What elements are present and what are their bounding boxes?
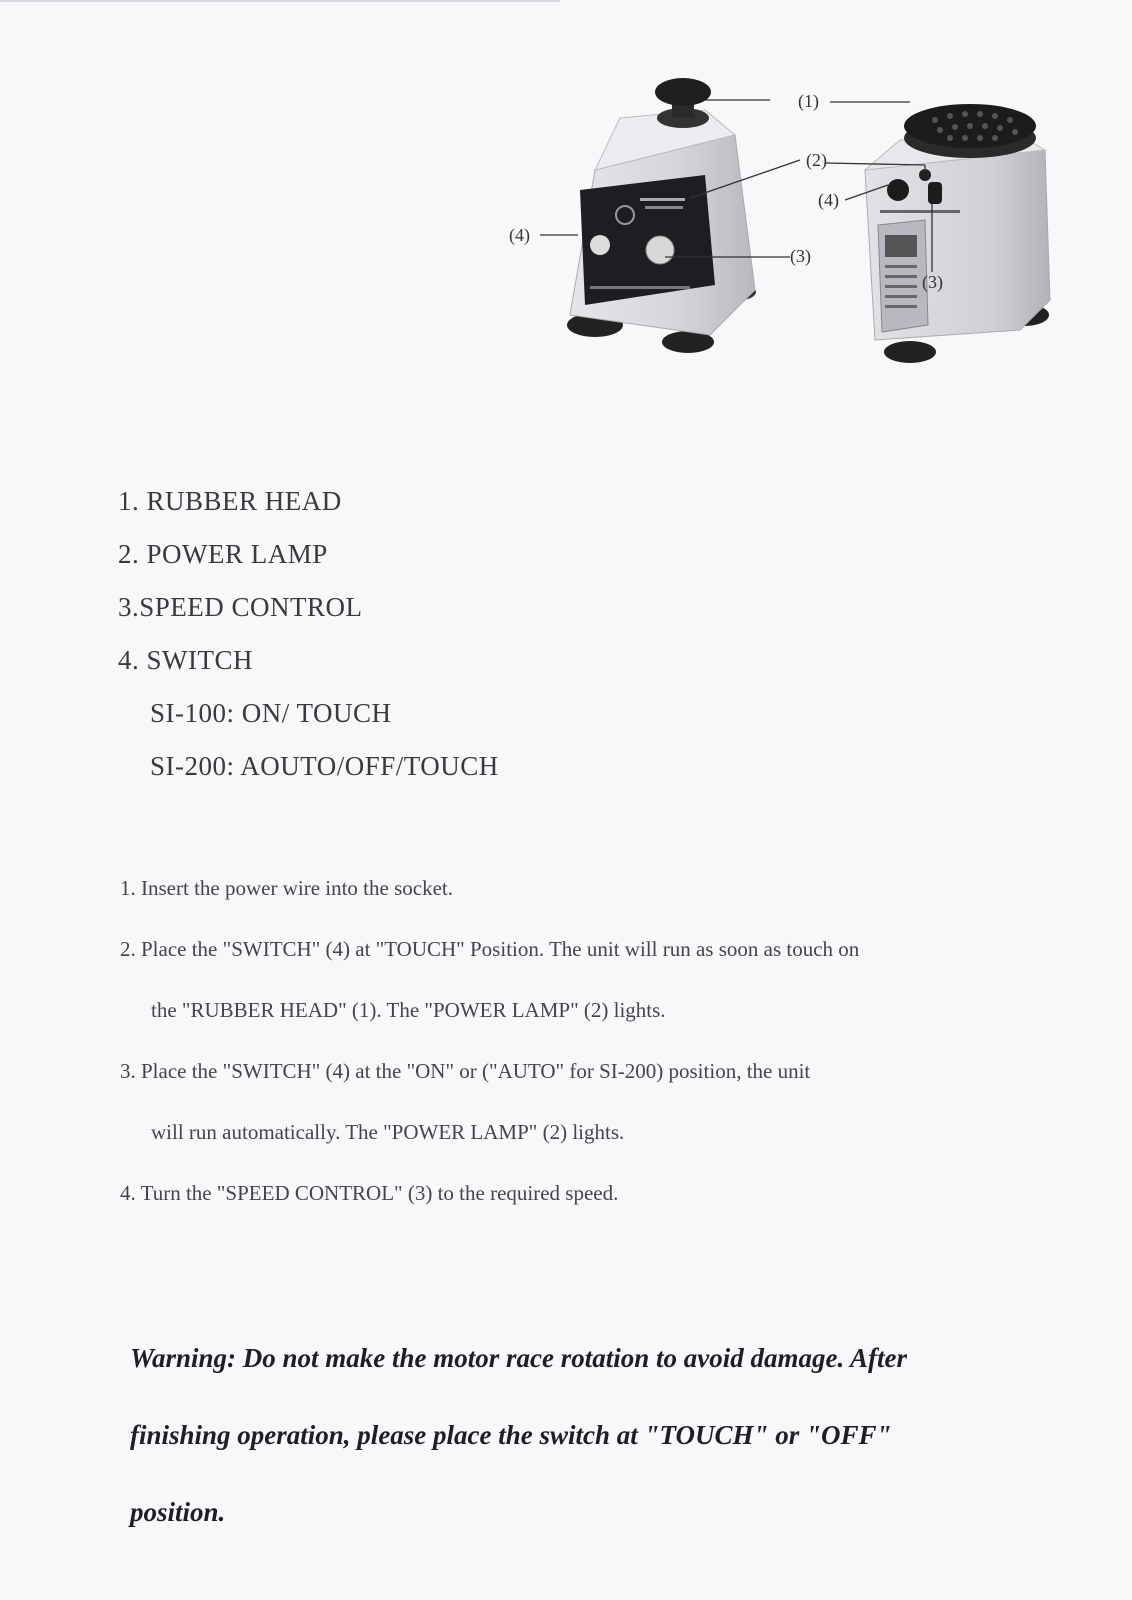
step-1: 1. Insert the power wire into the socket. (120, 876, 453, 900)
switch-si-200: SI-200: AOUTO/OFF/TOUCH (150, 751, 499, 781)
panel-label (645, 206, 683, 209)
step-2: 2. Place the "SWITCH" (4) at "TOUCH" Position. The unit will run as soon as touch on (120, 937, 860, 961)
si-200-unit (865, 104, 1050, 363)
panel-label (640, 198, 685, 201)
label-line (885, 295, 917, 298)
si-100-unit (567, 78, 756, 353)
callout-3-left: (3) (790, 246, 811, 266)
label-line (885, 305, 917, 308)
part-speed-control: 3.SPEED CONTROL (118, 592, 363, 622)
switch-si-100: SI-100: ON/ TOUCH (150, 698, 392, 728)
callout-4-right: (4) (818, 190, 839, 210)
step-3: 3. Place the "SWITCH" (4) at the "ON" or ("AUTO" for SI-200) position, the unit (120, 1059, 811, 1083)
warning-line: position. (130, 1497, 226, 1527)
warning-line: finishing operation, please place the switch at "TOUCH" or "OFF" (130, 1420, 892, 1450)
warning-note (130, 1320, 1090, 1551)
step-4: 4. Turn the "SPEED CONTROL" (3) to the required speed. (120, 1181, 619, 1205)
callout-3-right: (3) (922, 272, 943, 292)
switch-knob-icon (887, 179, 909, 201)
warning-line: Warning: Do not make the motor race rotation to avoid damage. After (130, 1343, 908, 1373)
speed-knob-icon (646, 236, 674, 264)
vortex-mixers-diagram (500, 60, 1100, 400)
label-line (885, 275, 917, 278)
product-illustration (500, 60, 1100, 400)
switch-icon (590, 235, 610, 255)
part-power-lamp: 2. POWER LAMP (118, 539, 328, 569)
step-2-cont: the "RUBBER HEAD" (1). The "POWER LAMP" (2) lights. (151, 998, 666, 1022)
top-rule (0, 0, 560, 2)
foot (884, 341, 936, 363)
panel-label (590, 286, 690, 289)
label-line (885, 265, 917, 268)
part-switch: 4. SWITCH (118, 645, 253, 675)
speed-control-icon (928, 182, 942, 204)
callout-4-left: (4) (509, 225, 530, 245)
panel-label (880, 210, 960, 213)
label-block (885, 235, 917, 257)
rubber-head-icon (655, 78, 711, 106)
part-rubber-head: 1. RUBBER HEAD (118, 486, 342, 516)
operation-steps (120, 858, 1080, 1224)
parts-list (118, 475, 499, 793)
callout-2: (2) (806, 150, 827, 170)
step-3-cont: will run automatically. The "POWER LAMP" (2) lights. (151, 1120, 625, 1144)
callout-1: (1) (798, 91, 819, 111)
label-line (885, 285, 917, 288)
